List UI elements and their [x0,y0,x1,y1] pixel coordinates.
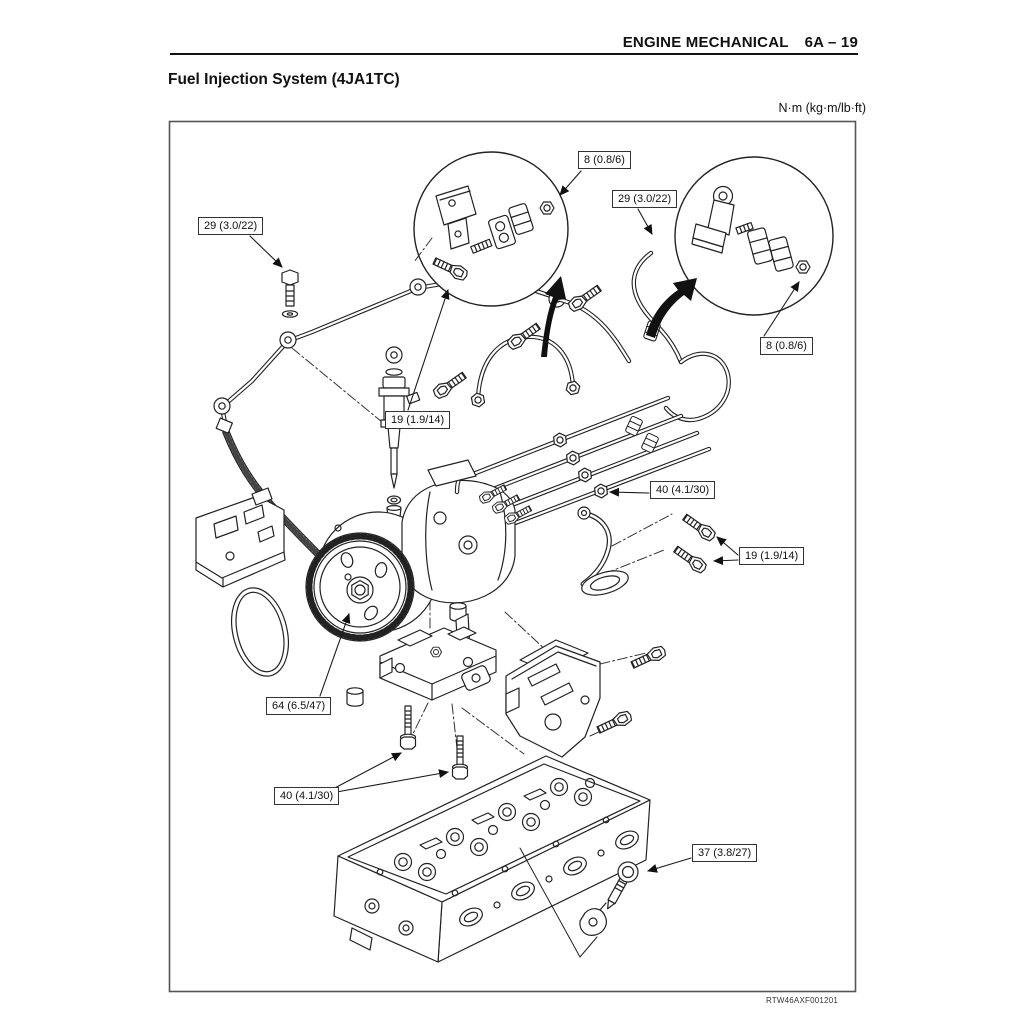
torque-callout-1: 29 (3.0/22) [198,217,263,235]
detail-circle-right [675,157,833,315]
torque-callout-5: 19 (1.9/14) [385,411,450,429]
torque-callout-4: 8 (0.8/6) [760,337,813,355]
pump-gear [306,533,414,641]
figure-code: RTW46AXF001201 [765,996,838,1005]
torque-callout-10: 37 (3.8/27) [692,844,757,862]
header-section-title: ENGINE MECHANICAL [622,34,789,51]
torque-callout-9: 40 (4.1/30) [274,787,339,805]
torque-callout-3: 29 (3.0/22) [612,190,677,208]
torque-callout-7: 19 (1.9/14) [739,547,804,565]
page-title: Fuel Injection System (4JA1TC) [168,71,400,88]
detail-circle-left [414,152,568,306]
torque-callout-8: 64 (6.5/47) [266,697,331,715]
torque-units-note: N·m (kg·m/lb·ft) [778,101,866,115]
torque-callout-6: 40 (4.1/30) [650,481,715,499]
torque-callout-2: 8 (0.8/6) [578,151,631,169]
header-page-number: 6A – 19 [804,34,858,51]
